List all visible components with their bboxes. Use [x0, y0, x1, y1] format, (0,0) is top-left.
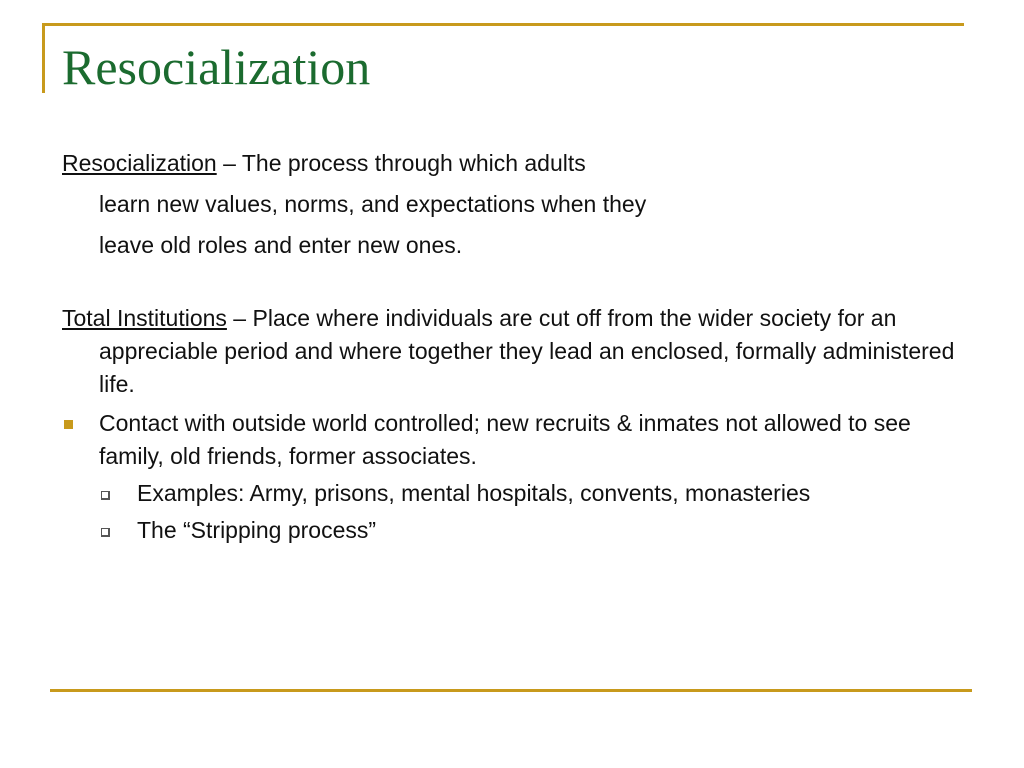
sub-bullet-text: The “Stripping process” [137, 517, 377, 543]
bullet-item [62, 407, 962, 473]
sub-bullet-item [62, 477, 962, 510]
hollow-square-bullet-icon [101, 491, 110, 500]
slide-title: Resocialization [62, 39, 371, 95]
resocialization-term: Resocialization [62, 150, 217, 176]
sub-bullet-item [62, 514, 962, 547]
definition-line-3: leave old roles and enter new ones. [99, 232, 463, 258]
hollow-square-bullet-icon [101, 528, 110, 537]
total-institutions-definition [62, 302, 962, 401]
slide-body [62, 143, 962, 547]
bullet-text: Contact with outside world controlled; new recruits & inmates not allowed to see family, old friends, former associates. [99, 410, 911, 469]
definition-line-1 [62, 143, 962, 184]
left-accent-rule [42, 23, 45, 93]
definition-text-1: – The process through which adults [216, 150, 586, 176]
sub-bullet-text: Examples: Army, prisons, mental hospitals, convents, monasteries [137, 480, 811, 506]
bottom-accent-rule [50, 689, 972, 692]
total-institutions-text: – Place where individuals are cut off from the wider society for an appreciable period and where together they lead an enclosed, formally administered life. [99, 305, 955, 397]
total-institutions-term: Total Institutions [62, 305, 227, 331]
resocialization-definition [62, 143, 962, 266]
square-bullet-icon [64, 420, 73, 429]
top-accent-rule [42, 23, 964, 26]
definition-line-2: learn new values, norms, and expectations when they [99, 191, 647, 217]
